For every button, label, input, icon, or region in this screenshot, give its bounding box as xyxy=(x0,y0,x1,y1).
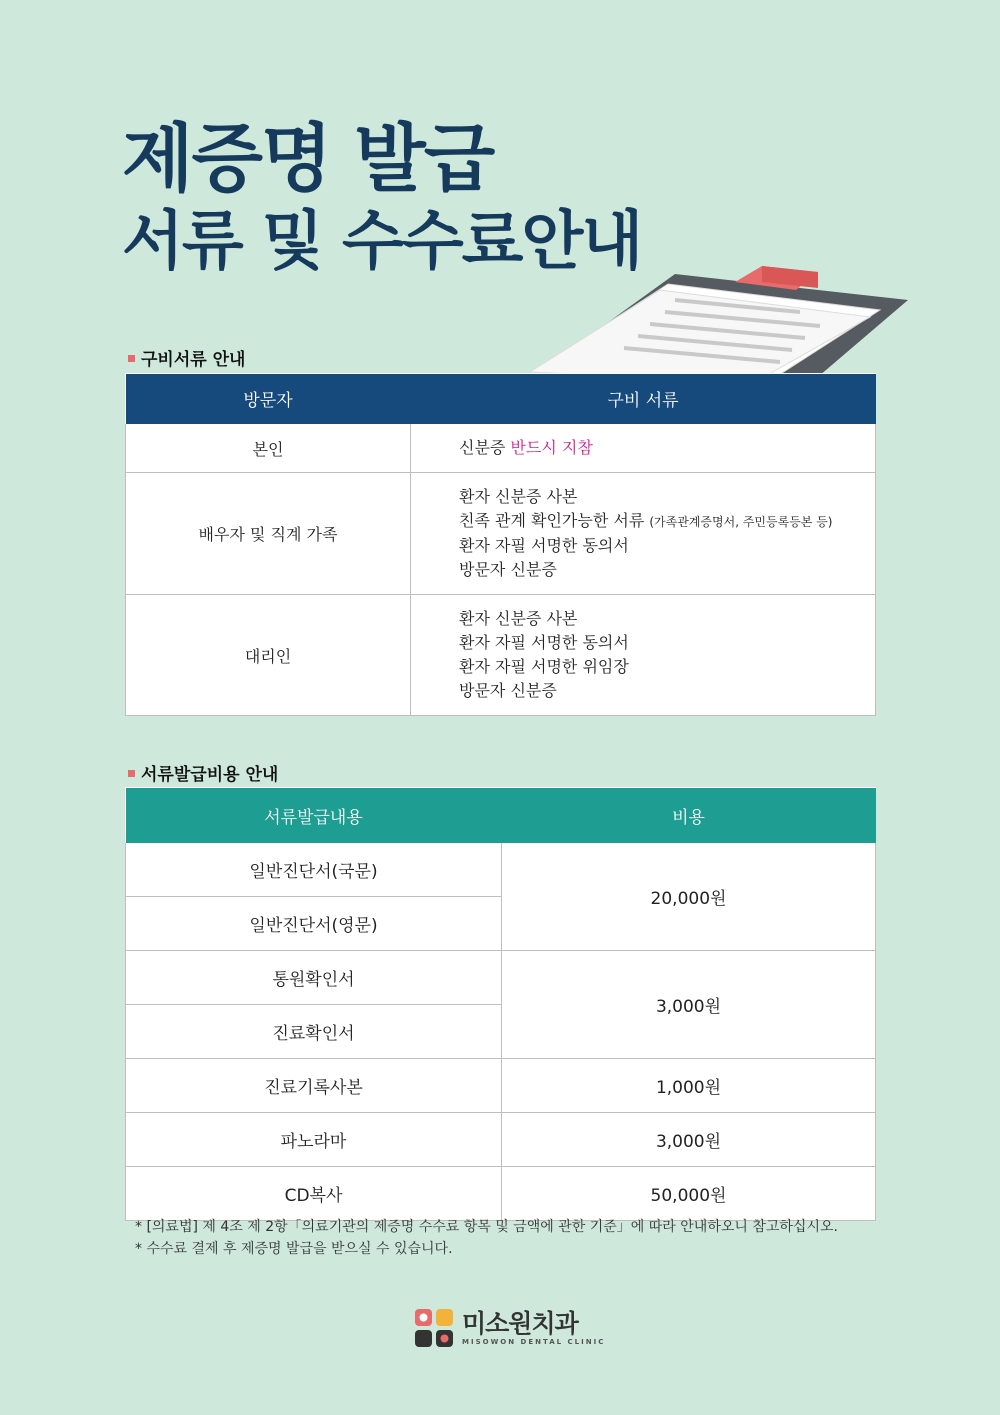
visitor-cell: 배우자 및 직계 가족 xyxy=(126,473,411,595)
footnotes xyxy=(135,1216,838,1260)
table-header-row xyxy=(126,374,876,424)
bullet-icon xyxy=(128,770,135,777)
tooth-smile-icon xyxy=(414,1308,454,1348)
docs-cell xyxy=(411,424,876,473)
fee-item: 진료기록사본 xyxy=(126,1059,502,1113)
fee-item: 파노라마 xyxy=(126,1113,502,1167)
fee-item: 일반진단서(영문) xyxy=(126,897,502,951)
column-header: 비용 xyxy=(502,788,876,843)
clinic-subtitle: MISOWON DENTAL CLINIC xyxy=(462,1338,606,1346)
highlight-text: 반드시 지참 xyxy=(510,438,593,457)
table-row xyxy=(126,473,876,595)
visitor-cell: 본인 xyxy=(126,424,411,473)
clinic-name: 미소원치과 xyxy=(462,1309,578,1338)
visitor-cell: 대리인 xyxy=(126,595,411,716)
column-header: 서류발급내용 xyxy=(126,788,502,843)
doc-note: (가족관계증명서, 주민등록등본 등) xyxy=(649,515,833,529)
doc-line: 환자 자필 서명한 동의서 xyxy=(459,536,629,555)
clinic-logo xyxy=(414,1308,605,1348)
doc-line: 신분증 반드시 지참 xyxy=(459,438,593,457)
doc-line: 환자 신분증 사본 xyxy=(459,609,578,628)
fee-cost: 20,000원 xyxy=(502,843,876,951)
docs-cell xyxy=(411,595,876,716)
table-row xyxy=(126,595,876,716)
doc-line: 방문자 신분증 xyxy=(459,560,557,579)
clipboard-illustration xyxy=(500,262,920,382)
fee-item: CD복사 xyxy=(126,1167,502,1221)
doc-line: 방문자 신분증 xyxy=(459,681,557,700)
fee-item: 일반진단서(국문) xyxy=(126,843,502,897)
fees-table xyxy=(125,787,876,1221)
table-row xyxy=(126,843,876,897)
table-row xyxy=(126,1059,876,1113)
fee-item: 진료확인서 xyxy=(126,1005,502,1059)
fee-cost: 50,000원 xyxy=(502,1167,876,1221)
fee-cost: 3,000원 xyxy=(502,951,876,1059)
requirements-section-label: 구비서류 안내 xyxy=(128,345,245,370)
fee-item: 통원확인서 xyxy=(126,951,502,1005)
doc-line: 환자 신분증 사본 xyxy=(459,487,578,506)
page-title-line1: 제증명 발급 xyxy=(122,116,494,202)
table-row xyxy=(126,1167,876,1221)
fees-section-label: 서류발급비용 안내 xyxy=(128,760,278,785)
footnote: * 수수료 결제 후 제증명 발급을 받으실 수 있습니다. xyxy=(135,1241,453,1257)
fee-cost: 1,000원 xyxy=(502,1059,876,1113)
table-header-row xyxy=(126,788,876,843)
footnote: * [의료법] 제 4조 제 2항「의료기관의 제증명 수수료 항목 및 금액에 관한 기준」에 따라 안내하오니 참고하십시오. xyxy=(135,1219,838,1235)
column-header: 방문자 xyxy=(126,374,411,424)
doc-line: 환자 자필 서명한 위임장 xyxy=(459,657,629,676)
page-title-line2: 서류 및 수수료안내 xyxy=(122,205,642,279)
doc-line: 친족 관계 확인가능한 서류 (가족관계증명서, 주민등록등본 등) xyxy=(459,511,833,530)
column-header: 구비 서류 xyxy=(411,374,876,424)
table-row xyxy=(126,951,876,1005)
fee-cost: 3,000원 xyxy=(502,1113,876,1167)
doc-line: 환자 자필 서명한 동의서 xyxy=(459,633,629,652)
table-row xyxy=(126,1113,876,1167)
table-row xyxy=(126,424,876,473)
docs-cell xyxy=(411,473,876,595)
bullet-icon xyxy=(128,355,135,362)
requirements-table xyxy=(125,373,876,716)
